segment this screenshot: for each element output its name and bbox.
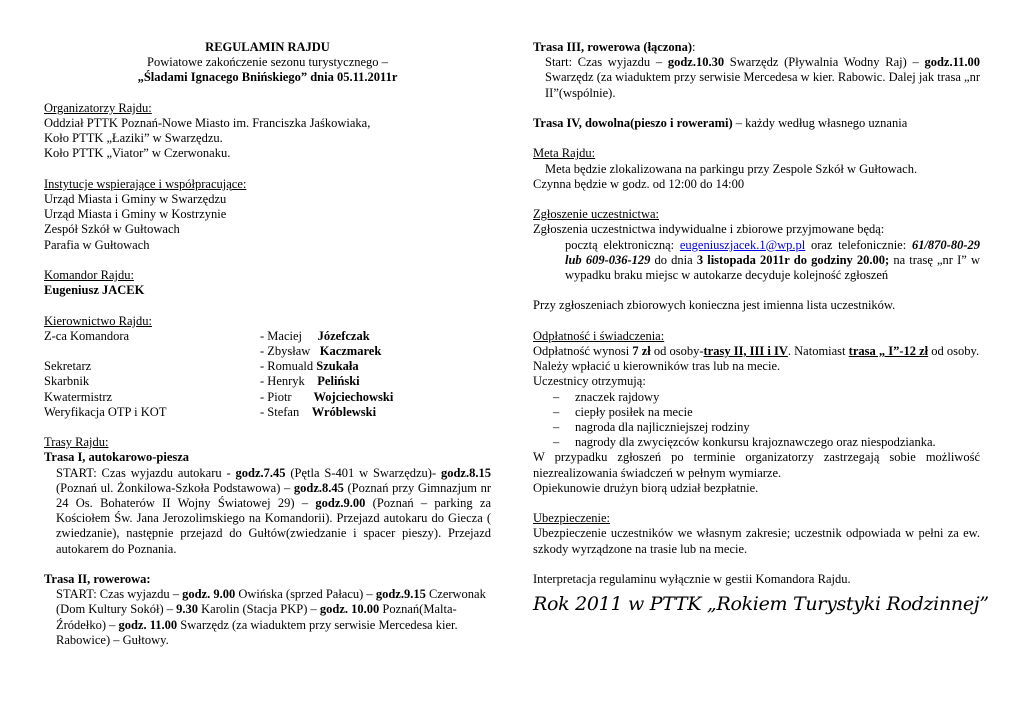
list-item: – nagrody dla zwycięzców konkursu krajoznawczego oraz niespodzianka. [553,435,980,450]
finish-heading: Meta Rajdu: [533,146,596,161]
registration-details: pocztą elektroniczną: eugeniuszjacek.1@wp.pl oraz telefonicznie: 61/870-80-29 lub 609-036-129 do dnia 3 listopada 2011r do godziny 20.00; na trasę „nr I” w wypadku braku miejsc w autokarze decyduje kolejność zgłoszeń [565,237,980,282]
route-2-description: START: Czas wyjazdu – godz. 9.00 Owińska (sprzed Pałacu) – godz.9.15 Czerwonak (Dom Kultury Sokół) – 9.30 Karolin (Stacja PKP) – godz. 10.00 Poznań(Malta-Źródełko) – godz. 11.00 Swarzędz (za wiaduktem przy serwisie Mercedesa kier. Rabowice) – Gułtowy. [56,587,486,647]
route-3-description: Start: Czas wyjazdu – godz.10.30 Swarzędz (Pływalnia Wodny Raj) – godz.11.00 Swarzędz (za wiaduktem przy serwisie Mercedesa w kier. Rabowic. Dalej jak trasa „nr II”(wspólnie). [545,55,980,100]
finish-hours: Czynna będzie w godz. od 12:00 do 14:00 [533,176,745,191]
registration-heading: Zgłoszenie uczestnictwa: [533,207,659,222]
route-1-description: START: Czas wyjazdu autokaru - godz.7.45 (Pętla S-401 w Swarzędzu)- godz.8.15 (Poznań ul. Żonkilowa-Szkoła Podstawowa) – godz.8.45 (Poznań przy Gimnazjum nr 24 Os. Bohaterów II Wojny Światowej 29) – godz.9.00 (Poznań – parking za Kościołem Św. Jana Jerozolimskiego na Komandorii). Przejazd autokaru do Giecza ( zwiedzanie), następnie przejazd do Gułtów(zwiedzanie i spacer pieszy). Przejazd autokarem do Poznania. [56,465,491,556]
finish-location: Meta będzie zlokalizowana na parkingu przy Zespole Szkół w Gułtowach. [545,161,918,176]
route-4: Trasa IV, dowolna(pieszo i rowerami) – każdy według własnego uznania [533,116,908,130]
event-name: „Śladami Ignacego Bnińskiego” dnia 05.11.2011r [137,70,398,85]
organizer-item: Koło PTTK „Viator” w Czerwonaku. [44,146,231,161]
management-heading: Kierownictwo Rajdu: [44,313,152,328]
left-column [44,40,491,648]
late-registration-note: W przypadku zgłoszeń po terminie organizatorzy zastrzegają sobie możliwość niezrealizowania świadczeń w pełnym wymiarze. [533,450,980,480]
commander-name: Eugeniusz JACEK [44,283,145,298]
fees-text: Odpłatność wynosi 7 zł od osoby-trasy II, III i IV. Natomiast trasa „ I”-12 zł od osoby. Należy wpłacić u kierowników tras lub na mecie. [533,343,980,374]
benefits-list [533,390,980,451]
organizers-heading: Organizatorzy Rajdu: [44,100,152,115]
route-3-heading: Trasa III, rowerowa (łączona): [533,40,696,54]
routes-heading: Trasy Rajdu: [44,435,109,450]
document-title: REGULAMIN RAJDU [205,40,330,54]
management-row: Skarbnik - Henryk Peliński [44,374,360,389]
institutions-heading: Instytucje wspierające i współpracujące: [44,176,247,191]
phone-numbers: 61/870-80-29 lub 609-036-129 [565,237,980,267]
organizer-item: Oddział PTTK Poznań-Nowe Miasto im. Franciszka Jaśkowiaka, [44,116,371,130]
benefits-intro: Uczestnicy otrzymują: [533,374,646,389]
team-leaders-note: Opiekunowie drużyn biorą udział bezpłatnie. [533,480,759,495]
right-column [533,40,989,616]
insurance-text: Ubezpieczenie uczestników we własnym zakresie; uczestnik odpowiada w pełni za ew. szkody wyrządzone na trasie lub na mecie. [533,526,980,556]
list-item: – ciepły posiłek na mecie [553,405,980,420]
email-link[interactable]: eugeniuszjacek.1@wp.pl [679,237,806,252]
route-2-title: Trasa II, rowerowa: [44,572,151,587]
fees-heading: Odpłatność i świadczenia: [533,328,665,343]
management-row: Z-ca Komandora - Maciej Józefczak [44,328,370,343]
list-item: – znaczek rajdowy [553,390,980,405]
motto: Rok 2011 w PTTK „Rokiem Turystyki Rodzinnej” [533,593,989,616]
registration-intro: Zgłoszenia uczestnictwa indywidualne i zbiorowe przyjmowane będą: [533,222,885,237]
route-1-title: Trasa I, autokarowo-piesza [44,450,190,465]
insurance-heading: Ubezpieczenie: [533,511,611,526]
interpretation-note: Interpretacja regulaminu wyłącznie w gestii Komandora Rajdu. [533,572,851,586]
document-subtitle: Powiatowe zakończenie sezonu turystycznego – [147,55,388,70]
list-item: – nagroda dla najliczniejszej rodziny [553,420,980,435]
management-row: Sekretarz - Romuald Szukała [44,359,359,374]
institution-item: Parafia w Gułtowach [44,237,150,252]
commander-heading: Komandor Rajdu: [44,268,134,282]
registration-deadline: 3 listopada 2011r do godziny 20.00; [696,252,890,267]
group-registration-note: Przy zgłoszeniach zbiorowych konieczna jest imienna lista uczestników. [533,298,896,313]
management-row: Kwatermistrz - Piotr Wojciechowski [44,389,394,404]
management-row: - Zbysław Kaczmarek [260,344,382,358]
management-row: Weryfikacja OTP i KOT - Stefan Wróblewski [44,404,377,419]
institution-item: Urząd Miasta i Gminy w Kostrzynie [44,207,227,222]
institution-item: Urząd Miasta i Gminy w Swarzędzu [44,192,227,206]
institution-item: Zespół Szkół w Gułtowach [44,222,180,237]
organizer-item: Koło PTTK „Łaziki” w Swarzędzu. [44,131,223,146]
